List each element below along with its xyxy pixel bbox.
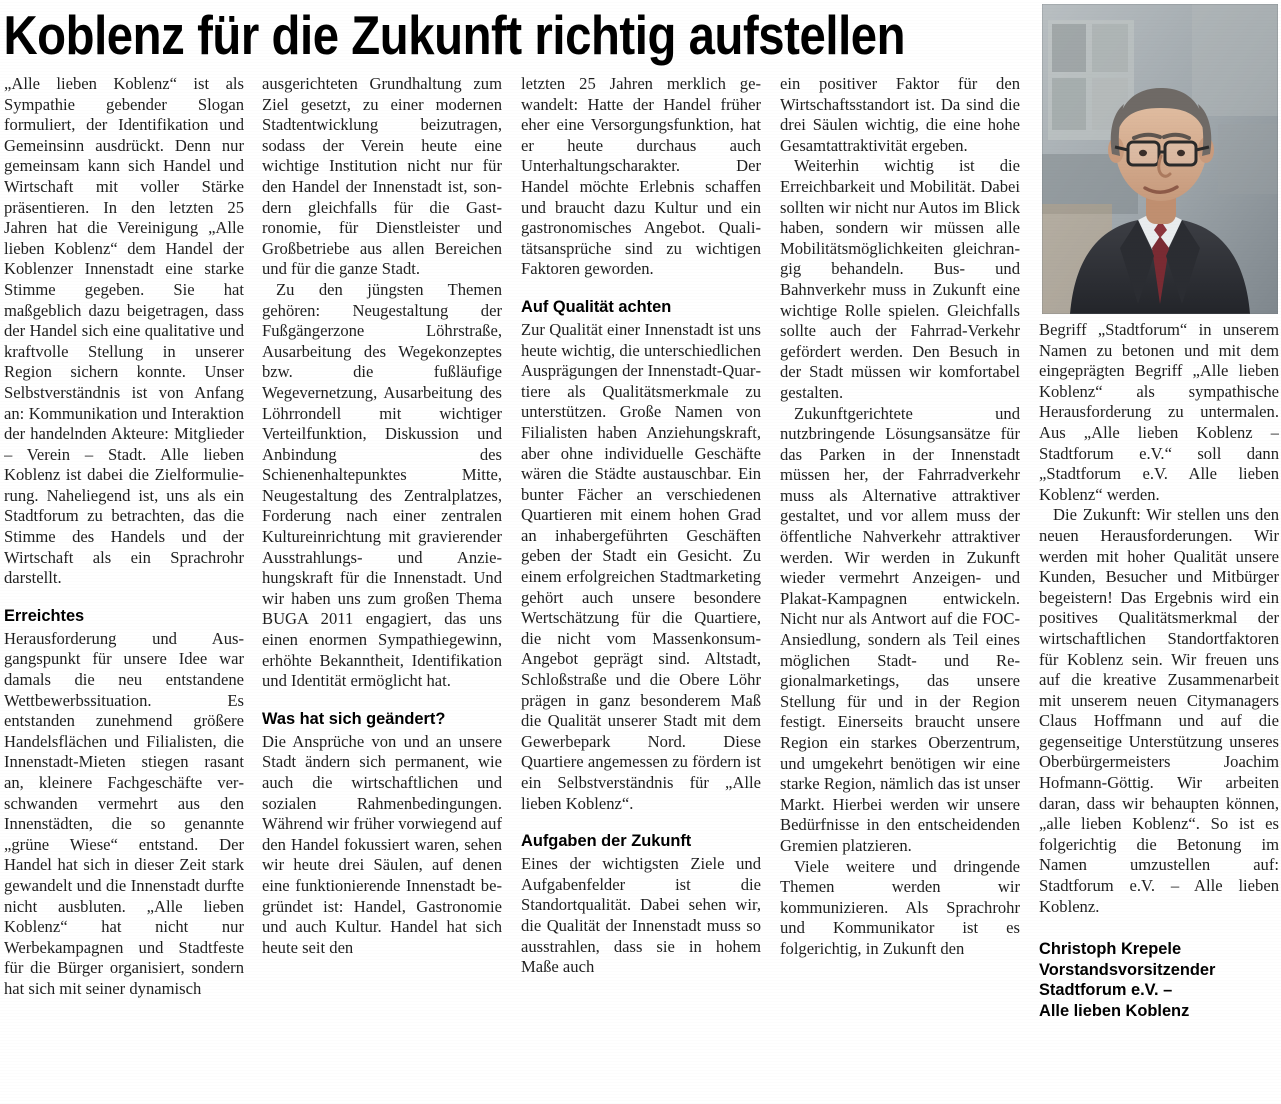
column-5 [1039,320,1279,1102]
author-signature [1039,939,1279,1021]
subheading-was-hat-sich-geaendert: Was hat sich geändert? [262,709,446,728]
paragraph: „Alle lieben Koblenz“ ist als Sympathie gebender Slogan formuliert, der Identifikation und Gemeinsinn ausdrückt. Denn nur gemeinsam kann sich Handel und Wirtschaft mit voller Stärke präsentieren. In den letzten 25 Jahren hat die Vereinigung „Alle lieben Koblenz“ dem Handel der Koblenzer Innenstadt eine starke Stimme gegeben. Sie hat maßgeblich dazu beigetragen, dass der Handel sich eine qualitative und kraftvolle Stellung in unserer Region sichern konnte. Unser Selbstverständnis ist von Anfang an: Kommunikation und Interaktion der handelnden Akteure: Mitglieder – Verein – Stadt. Alle lieben Koblenz ist dabei die Zielformulierung. Naheliegend ist, uns als ein Stadtforum zu betrachten, das die Stimme des Handels und der Wirtschaft als ein Sprachrohr darstellt. [4,74,244,588]
paragraph: Zu den jüngsten Themen gehören: Neugestaltung der Fußgängerzone Löhrstraße, Ausarbeitung des Wegekonzeptes bzw. die fußläufige Wegevernetzung, Ausarbeitung des Löhrrondell mit wichtiger Verteilfunktion, Diskussion und Anbindung des Schienenhaltepunktes Mitte, Neugestaltung des Zentralplatzes, Forderung nach einer zentralen Kultureinrichtung mit gravierender Ausstrahlungs- und Anziehungskraft für die Innenstadt. Und wir haben uns zum großen Thema BUGA 2011 engagiert, das uns einen enormen Sympathiegewinn, erhöhte Bekanntheit, Identifikation und Identität ermöglicht hat. [262,279,502,691]
paragraph: Eines der wichtigsten Ziele und Aufgabenfelder ist die Standortqualität. Dabei sehen wir, die Qualität der Innenstadt muss so ausstrahlen, dass sie in hohem Maße auch [521,854,761,977]
headline-area [0,0,1040,66]
article-columns [4,74,1277,1102]
column-3 [521,74,761,1102]
paragraph: Begriff „Stadtforum“ in unserem Namen zu betonen und mit dem eingeprägten Begriff „Alle lieben Koblenz“ als sympathische Herausforderung zu untermalen. Aus „Alle lieben Koblenz – Stadtforum e.V.“ soll dann „Stadtforum e.V. Alle lieben Koblenz“ werden. [1039,320,1279,504]
paragraph: ausgerichteten Grundhaltung zum Ziel gesetzt, zu einer modernen Stadtentwicklung beizutragen, sodass der Verein heute eine wichtige Institution nicht nur für den Handel der Innenstadt ist, sondern gleichfalls für die Gastronomie, für Dienstleister und Großbetriebe aus allen Bereichen und für die ganze Stadt. [262,74,502,279]
subheading-erreichtes: Erreichtes [4,606,85,625]
paragraph: Zukunftgerichtete und nutzbringende Lösungsansätze für das Parken in der Innenstadt müssen her, der Fahrradverkehr muss als Alternative attraktiver gestaltet, und vor allem muss der öffentliche Nahverkehr attraktiver werden. Wir werden in Zukunft wieder vermehrt Anzeigen- und Plakat-Kampagnen entwickeln. Nicht nur als Antwort auf die FOC-Ansiedlung, sondern als Teil eines möglichen Stadt- und Regionalmarketings, das unsere Stellung für und in der Region festigt. Einerseits braucht unsere Region ein starkes Oberzentrum, und umgekehrt benötigen wir eine starke Region, nämlich das ist unser Markt. Hierbei werden wir unsere Bedürfnisse in den entscheidenden Gremien platzieren. [780,403,1020,855]
paragraph: Viele weitere und dringende Themen werden wir kommunizieren. Als Sprachrohr und Kommunikator ist es folgerichtig, in Zukunft den [780,856,1020,958]
subheading-auf-qualitaet-achten: Auf Qualität achten [521,297,672,316]
page-title: Koblenz für die Zukunft richtig aufstellen [3,4,906,66]
paragraph: Herausforderung und Ausgangspunkt für unsere Idee war damals die neu entstandene Wettbewerbssituation. Es entstanden zunehmend größere Handelsflächen und Filialisten, die Innenstadt-Mieten stiegen rasant an, kleinere Fachgeschäfte verschwanden vermehrt aus den Innenstädten, die so genannte „grüne Wiese“ entstand. Der Handel hat sich in dieser Zeit stark gewandelt und die Innenstadt durfte nicht ausbluten. „Alle lieben Koblenz“ hat nicht nur Werbekampagnen und Stadtfeste für die Bürger organisiert, sondern hat sich mit seiner dynamisch [4,628,244,998]
paragraph: Zur Qualität einer Innenstadt ist uns heute wichtig, die unterschiedlichen Ausprägungen der Innenstadt-Quartiere als Qualitätsmerkmale zu unterstützen. Große Namen von Filialisten haben Anziehungskraft, aber ohne individuelle Geschäfte wären die Städte austauschbar. Ein bunter Fächer an verschiedenen Quartieren mit einem hohen Grad an inhabergeführten Geschäften geben der Stadt ein Gesicht. Zu einem erfolgreichen Stadtmarketing gehört auch unsere besondere Wertschätzung für die Quartiere, die nicht vom Massenkonsum-Angebot geprägt sind. Altstadt, Schloßstraße und die Obere Löhr prägen in ganz besonderem Maß die Qualität unserer Stadt mit dem Gewerbepark Nord. Diese Quartiere angemessen zu fördern ist ein Selbstverständnis für „Alle lieben Koblenz“. [521,319,761,813]
signature-name: Christoph Krepele [1039,940,1182,959]
paragraph: Die Ansprüche von und an unsere Stadt ändern sich permanent, wie auch die wirtschaftlichen und sozialen Rahmenbedingungen. Während wir früher vorwiegend auf den Handel fokussiert waren, sehen wir heute drei Säulen, auf denen eine funktionierende Innenstadt begründet ist: Handel, Gastronomie und auch Kultur. Handel hat sich heute seit den [262,731,502,957]
paragraph: letzten 25 Jahren merklich gewandelt: Hatte der Handel früher eher eine Versorgungsfunktion, hat er heute durchaus auch Unterhaltungscharakter. Der Handel möchte Erlebnis schaffen und braucht dazu Kultur und ein gastronomisches Angebot. Qualitätsansprüche sind zu wichtigen Faktoren geworden. [521,74,761,279]
column-4 [780,74,1020,1102]
signature-org-line1: Stadtforum e.V. – [1039,981,1173,1000]
paragraph: Weiterhin wichtig ist die Erreichbarkeit und Mobilität. Dabei sollten wir nicht nur Autos im Blick haben, sondern wir müssen alle Mobilitätsmöglichkeiten gleichrangig behandeln. Bus- und Bahnverkehr muss in Zukunft eine wichtige Rolle spielen. Gleichfalls sollte auch der Fahrrad-Verkehr gefördert werden. Den Besuch in der Stadt müssen wir komfortabel gestalten. [780,156,1020,402]
column-1 [4,74,244,1102]
paragraph: Die Zukunft: Wir stellen uns den neuen Herausforderungen. Wir werden mit hoher Qualität unsere Kunden, Besucher und Mitbürger begeistern! Das Ergebnis wird ein positives Qualitätsmerkmal der wirtschaftlichen Standortfaktoren für Koblenz sein. Wir freuen uns auf die kreative Zusammenarbeit mit unserem neuen Citymanagers Claus Hoffmann und auf die gegenseitige Unterstützung unseres Oberbürgermeisters Joachim Hofmann-Göttig. Wir arbeiten daran, dass wir behaupten können, „alle lieben Koblenz“. So ist es folgerichtig die Betonung im Namen umzustellen auf: Stadtforum e.V. – Alle lieben Koblenz. [1039,505,1279,916]
column-2 [262,74,502,1102]
subheading-aufgaben-der-zukunft: Aufgaben der Zukunft [521,832,692,851]
signature-role: Vorstandsvorsitzender [1039,960,1216,979]
paragraph: ein positiver Faktor für den Wirtschaftsstandort ist. Da sind die drei Säulen wichtig, die eine hohe Gesamtattraktivität ergeben. [780,74,1020,155]
signature-org-line2: Alle lieben Koblenz [1039,1002,1190,1020]
